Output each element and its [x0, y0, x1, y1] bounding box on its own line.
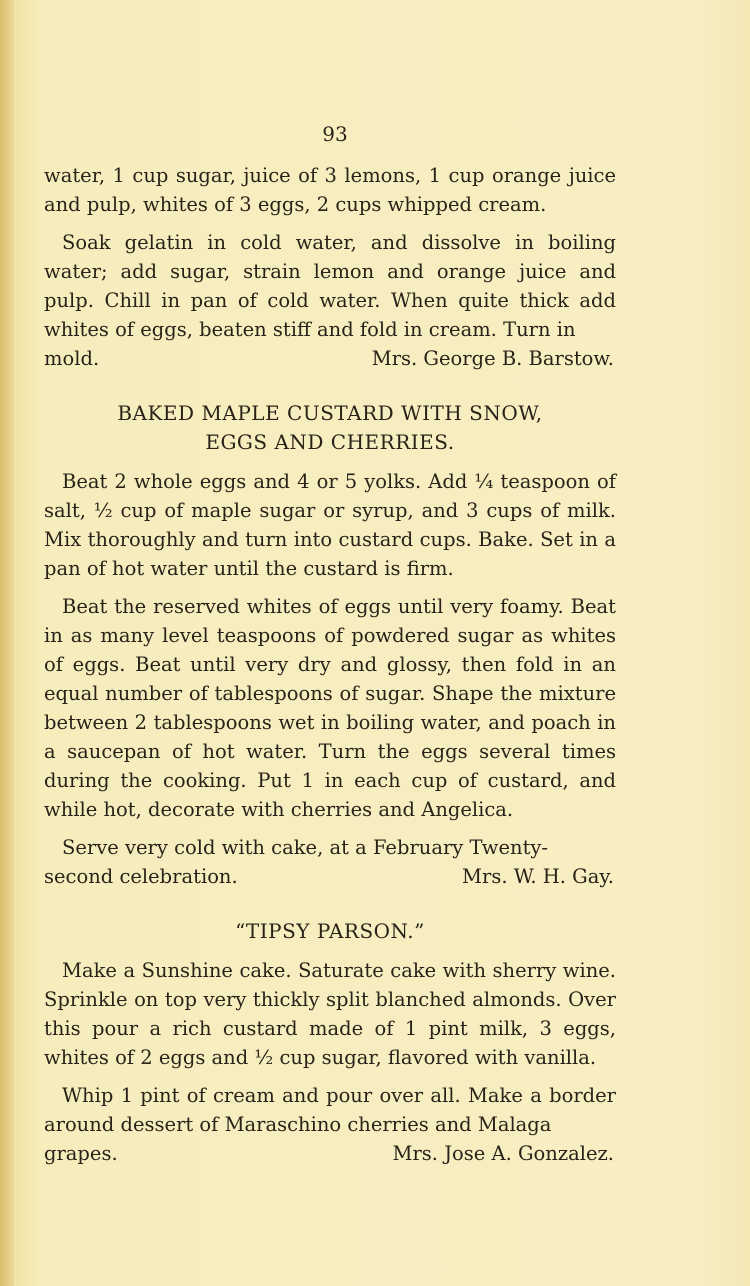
- page-binding-edge: [0, 0, 14, 1286]
- recipe2-signature: Mrs. Jose A. Gonzalez.: [392, 1142, 614, 1165]
- recipe1-title-line1: BAKED MAPLE CUSTARD WITH SNOW,: [117, 401, 543, 425]
- recipe1-para3-last: second celebration.: [44, 865, 238, 888]
- recipe-tipsy-parson: [44, 917, 616, 1168]
- page-number: 93: [322, 122, 348, 146]
- intro-method-text: Soak gelatin in cold water, and dissolve in boiling water; add sugar, strain lemon and orange juice and pulp. Chill in pan of cold water. When quite thick add whites of eggs, beaten stiff and fold in cream. Turn in: [44, 231, 616, 341]
- intro-method-last: mold.: [44, 347, 100, 370]
- recipe2-para2: Whip 1 pint of cream and pour over all. Make a border around dessert of Maraschino cherries and Malaga: [44, 1084, 616, 1136]
- recipe2-title: “TIPSY PARSON.”: [235, 919, 425, 943]
- recipe1-para1: Beat 2 whole eggs and 4 or 5 yolks. Add ¼ teaspoon of salt, ½ cup of maple sugar or syrup, and 3 cups of milk. Mix thoroughly and turn into custard cups. Bake. Set in a pan of hot water until the custard is firm.: [44, 470, 616, 580]
- intro-signature-line: [44, 344, 616, 373]
- recipe1-para3: Serve very cold with cake, at a February Twenty-: [62, 836, 549, 859]
- recipe-baked-maple-custard: [44, 399, 616, 891]
- recipe2-para1: Make a Sunshine cake. Saturate cake with sherry wine. Sprinkle on top very thickly split blanched almonds. Over this pour a rich custard made of 1 pint milk, 3 eggs, whites of 2 eggs and ½ cup sugar, flavored with vanilla.: [44, 959, 616, 1069]
- recipe1-signature: Mrs. W. H. Gay.: [462, 865, 614, 888]
- recipe2-signature-line: [44, 1139, 616, 1168]
- recipe1-para2: Beat the reserved whites of eggs until very foamy. Beat in as many level teaspoons of powdered sugar as whites of eggs. Beat until very dry and glossy, then fold in an equal number of tablespoons of sugar. Shape the mixture between 2 tablespoons wet in boiling water, and poach in a saucepan of hot water. Turn the eggs several times during the cooking. Put 1 in each cup of custard, and while hot, decorate with cherries and Angelica.: [44, 595, 616, 821]
- page-text-block: [44, 120, 616, 1168]
- intro-signature: Mrs. George B. Barstow.: [371, 347, 614, 370]
- recipe1-signature-line: [44, 862, 616, 891]
- intro-method: [44, 228, 616, 344]
- intro-ingredients: water, 1 cup sugar, juice of 3 lemons, 1 cup orange juice and pulp, whites of 3 eggs, 2 cups whipped cream.: [44, 164, 616, 216]
- recipe1-title-line2: EGGS AND CHERRIES.: [205, 430, 455, 454]
- recipe2-para2-last: grapes.: [44, 1142, 118, 1165]
